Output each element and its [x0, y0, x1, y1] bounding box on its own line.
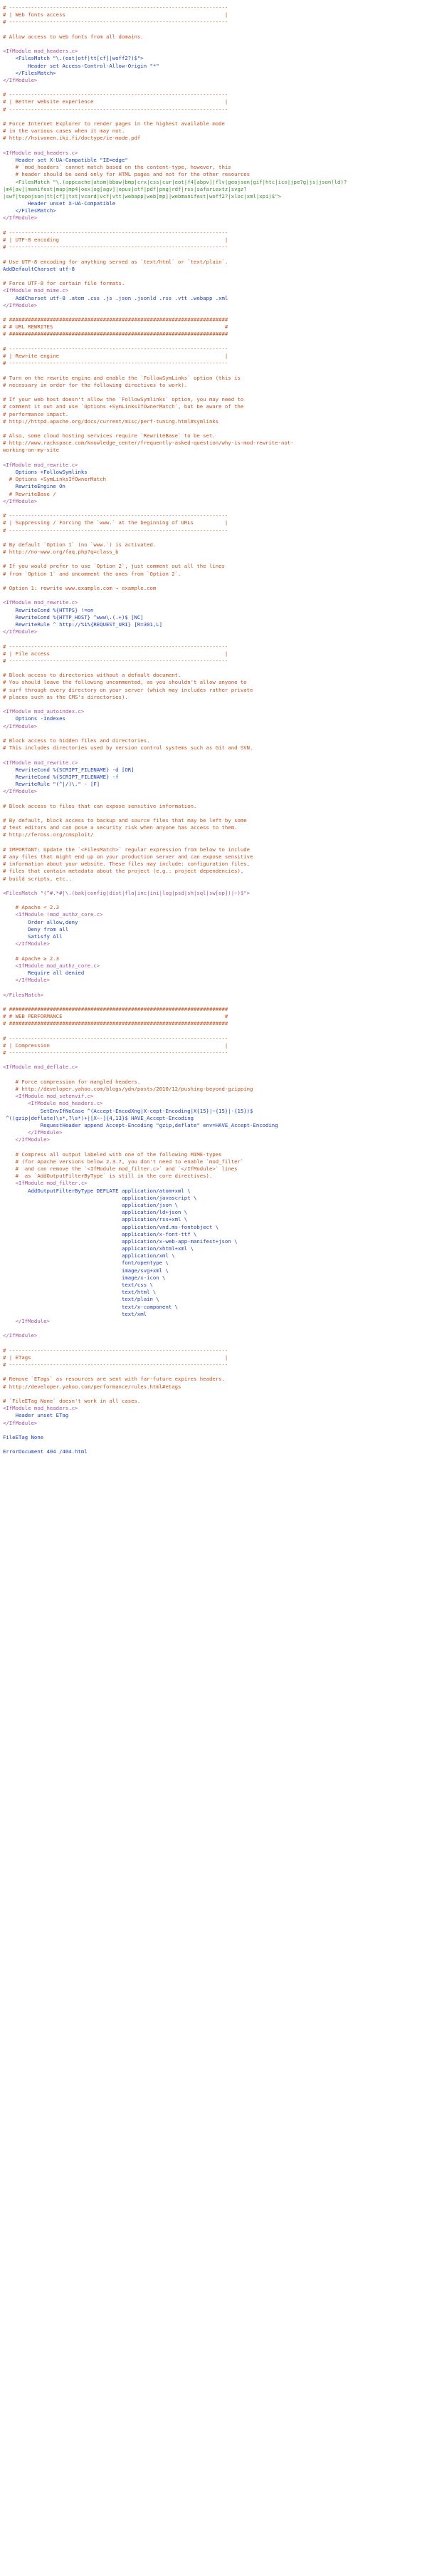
code-line: image/x-icon \: [3, 1274, 166, 1281]
code-line: AddCharset utf-8 .atom .css .js .json .jsonld .rss .vtt .webapp .xml: [3, 294, 228, 301]
code-line: # By default, block access to backup and source files that may be left by some: [3, 817, 247, 824]
code-line: [3, 1441, 424, 1448]
code-line: [3, 26, 424, 33]
code-line: <IfModule mod_headers.c>: [3, 1405, 78, 1412]
code-line: # ######################################################################: [3, 1005, 228, 1012]
code-line: # | Compression |: [3, 1042, 228, 1049]
code-line: [3, 1340, 424, 1347]
code-line: # | Rewrite engine |: [3, 353, 228, 359]
code-line: # and can remove the `<IfModule mod_filter.c>` and `</IfModule>` lines: [3, 1165, 238, 1172]
code-line: [3, 701, 424, 708]
code-line: application/json \: [3, 1201, 179, 1208]
code-line: # necessary in order for the following directives to work).: [3, 381, 188, 388]
code-line: # # WEB PERFORMANCE #: [3, 1013, 228, 1020]
code-line: <IfModule mod_filter.c>: [3, 1180, 88, 1187]
code-line: # | Suppressing / Forcing the `www.` at the beginning of URLs |: [3, 519, 228, 526]
code-line: # RewriteBase /: [3, 490, 56, 497]
code-line: [3, 505, 424, 512]
code-line: # Force UTF-8 for certain file formats.: [3, 280, 125, 287]
code-line: [3, 1427, 424, 1434]
code-line: [3, 1391, 424, 1398]
code-line: # # URL REWRITES #: [3, 323, 228, 331]
code-line: <IfModule mod_autoindex.c>: [3, 708, 85, 715]
code-line: [3, 425, 424, 432]
code-line: font/opentype \: [3, 1260, 169, 1267]
code-line: RewriteCond %{HTTPS} !=on: [3, 606, 94, 613]
code-line: # information about your website. These files may include: configuration files,: [3, 861, 251, 868]
code-line: <FilesMatch "\.(eot|otf|tt[cf]|woff2?)$">: [3, 55, 144, 62]
code-line: FileETag None: [3, 1433, 44, 1440]
code-line: </IfModule>: [3, 628, 38, 635]
code-line: [3, 309, 424, 316]
code-line: [3, 795, 424, 802]
code-line: text/x-component \: [3, 1303, 179, 1310]
code-line: [3, 947, 424, 955]
code-line: RewriteRule ^ http://%1%{REQUEST_URI} [R=301,L]: [3, 620, 163, 628]
code-line: AddDefaultCharset utf-8: [3, 265, 75, 272]
code-line: # By default `Option 1` (no `www.`) is activated.: [3, 541, 157, 548]
code-line: [3, 338, 424, 346]
code-line: [3, 556, 424, 563]
code-line: [3, 84, 424, 91]
code-line: # performance impact.: [3, 410, 69, 417]
code-line: <IfModule mod_mime.c>: [3, 287, 69, 294]
code-line: [3, 635, 424, 643]
code-line: [3, 752, 424, 759]
code-line: working-on-my-site: [3, 447, 60, 454]
code-line: # This includes directories used by version control systems such as Git and SVN.: [3, 744, 253, 752]
code-line: [3, 839, 424, 846]
code-line: # | Web fonts access |: [3, 11, 228, 19]
code-line: # Block access to directories without a default document.: [3, 672, 181, 679]
code-line: RewriteCond %{SCRIPT_FILENAME} -d [OR]: [3, 766, 135, 773]
code-line: # any files that might end up on your production server and can expose sensitive: [3, 853, 253, 860]
code-line: <IfModule !mod_authz_core.c>: [3, 911, 103, 918]
code-line: # ----------------------------------------------------------------------: [3, 512, 228, 519]
code-line: </FilesMatch>: [3, 207, 56, 214]
code-line: image/svg+xml \: [3, 1267, 169, 1274]
code-line: # Force Internet Explorer to render pages in the highest available mode: [3, 120, 225, 127]
code-line: # ----------------------------------------------------------------------: [3, 1361, 228, 1368]
code-line: [3, 578, 424, 585]
code-line: text/xml: [3, 1310, 147, 1317]
code-line: # ----------------------------------------------------------------------: [3, 19, 228, 26]
code-line: # build scripts, etc..: [3, 875, 72, 882]
code-line: </IfModule>: [3, 1129, 63, 1136]
code-line: # from `Option 1` and uncomment the ones from `Option 2`.: [3, 570, 181, 577]
code-line: # | File access |: [3, 650, 228, 657]
code-line: # http://httpd.apache.org/docs/current/misc/perf-tuning.html#symlinks: [3, 417, 219, 425]
code-line: # http://feross.org/cmsploit/: [3, 831, 94, 838]
code-line: # http://www.rackspace.com/knowledge_center/frequently-asked-question/why-is-mod-rewrite-not-: [3, 440, 294, 447]
code-line: SetEnvIfNoCase ^(Accept-EncodXng|X-cept-Encoding|X{15}|~{15}|-{15})$: [3, 1107, 253, 1114]
code-line: </IfModule>: [3, 1419, 38, 1426]
code-line: # Apache < 2.3: [3, 904, 60, 911]
code-line: RequestHeader append Accept-Encoding "gzip,deflate" env=HAVE_Accept-Encoding: [3, 1121, 278, 1128]
code-line: [3, 1368, 424, 1376]
code-line: # Use UTF-8 encoding for anything served as `text/html` or `text/plain`.: [3, 258, 228, 265]
code-line: [3, 534, 424, 541]
code-line: <IfModule mod_rewrite.c>: [3, 599, 78, 606]
code-line: # Block access to hidden files and directories.: [3, 737, 150, 744]
code-line: # Remove `ETags` as resources are sent with far-future expires headers.: [3, 1376, 225, 1383]
code-line: # ----------------------------------------------------------------------: [3, 229, 228, 236]
code-line: # Turn on the rewrite engine and enable the `FollowSymLinks` option (this is: [3, 374, 241, 381]
code-line: [3, 142, 424, 150]
code-line: # IMPORTANT: Update the `<FilesMatch>` regular expression from below to include: [3, 846, 251, 853]
code-line: RewriteCond %{SCRIPT_FILENAME} -f: [3, 773, 119, 780]
code-line: text/plain \: [3, 1296, 159, 1303]
code-line: AddOutputFilterByType DEFLATE application/atom+xml \: [3, 1187, 191, 1194]
code-line: # ----------------------------------------------------------------------: [3, 1049, 228, 1056]
code-line: ^((gzip|deflate)\s*,?\s*)+|[X~-]{4,13}$ HAVE_Accept-Encoding: [3, 1114, 194, 1121]
code-line: # ----------------------------------------------------------------------: [3, 4, 228, 11]
code-line: # Block access to files that can expose sensitive information.: [3, 802, 197, 809]
code-line: <IfModule mod_headers.c>: [3, 48, 78, 55]
code-line: # Options +SymLinksIfOwnerMatch: [3, 476, 106, 483]
code-line: </IfModule>: [3, 214, 38, 222]
code-line: </IfModule>: [3, 497, 38, 504]
code-line: ErrorDocument 404 /404.html: [3, 1448, 88, 1455]
code-line: # You should leave the following uncommented, as you shouldn't allow anyone to: [3, 679, 247, 686]
code-line: <IfModule mod_headers.c>: [3, 149, 78, 156]
code-line: [3, 897, 424, 904]
code-line: <FilesMatch "(^#.*#|\.(bak|config|dist|fla|inc|ini|log|psd|sh|sql|sw[op])|~)$">: [3, 889, 251, 896]
code-line: [3, 1056, 424, 1064]
code-line: # as `AddOutputFilterByType` is still in the core directives).: [3, 1173, 213, 1180]
code-line: # (for Apache versions below 2.3.7, you don't need to enable `mod_filter`: [3, 1158, 244, 1165]
code-line: Options -Indexes: [3, 715, 65, 722]
code-line: Header set X-UA-Compatible "IE=edge": [3, 156, 128, 163]
code-line: </IfModule>: [3, 1136, 50, 1143]
code-line: # `FileETag None` doesn't work in all cases.: [3, 1398, 141, 1404]
code-line: # ----------------------------------------------------------------------: [3, 360, 228, 367]
code-line: # ######################################################################: [3, 316, 228, 323]
code-line: application/xhtml+xml \: [3, 1245, 194, 1252]
code-line: # Apache ≥ 2.3: [3, 955, 60, 962]
code-line: # ######################################################################: [3, 331, 228, 338]
code-line: <IfModule mod_rewrite.c>: [3, 461, 78, 468]
code-line: # ----------------------------------------------------------------------: [3, 345, 228, 352]
code-line: </IfModule>: [3, 722, 38, 729]
code-line: [3, 810, 424, 817]
code-line: Options +FollowSymlinks: [3, 469, 88, 475]
code-line: # | Better website experience |: [3, 98, 228, 105]
code-line: # files that contain metadata about the project (e.g.: project dependencies),: [3, 868, 244, 875]
code-line: # `mod_headers` cannot match based on the content-type, however, this: [3, 164, 231, 171]
code-line: [3, 999, 424, 1006]
code-line: # http://hsivonen.iki.fi/doctype/ie-mode.pdf: [3, 135, 141, 142]
code-line: # ----------------------------------------------------------------------: [3, 1034, 228, 1042]
code-line: # Compress all output labeled with one of the following MIME-types: [3, 1151, 222, 1158]
code-line: # | UTF-8 encoding |: [3, 237, 228, 243]
code-line: # | ETags |: [3, 1354, 228, 1361]
code-line: # places such as the CMS's directories).: [3, 693, 128, 700]
code-line: Satisfy All: [3, 933, 63, 940]
code-line: |swf|topojson|tt[cf]|txt|vcard|vcf|vtt|webapp|web[mp]|webmanifest|woff2?|xloc|xml|xpi)$">: [3, 192, 281, 199]
code-line: # Allow access to web fonts from all domains.: [3, 33, 144, 40]
code-line: </FilesMatch>: [3, 991, 44, 998]
code-line: # http://developer.yahoo.com/performance/rules.html#etags: [3, 1383, 181, 1390]
code-line: </IfModule>: [3, 788, 38, 795]
code-line: [3, 389, 424, 396]
code-line: text/css \: [3, 1282, 153, 1288]
code-line: RewriteRule "(^|/)\." - [F]: [3, 781, 100, 788]
code-line: application/rss+xml \: [3, 1216, 188, 1223]
code-line: application/xml \: [3, 1252, 175, 1260]
code-line: # ----------------------------------------------------------------------: [3, 91, 228, 98]
code-line: </IfModule>: [3, 1317, 50, 1324]
code-line: [3, 113, 424, 120]
code-line: <IfModule mod_rewrite.c>: [3, 759, 78, 766]
code-line: # http://no-www.org/faq.php?q=class_b: [3, 549, 119, 556]
code-line: # If you would prefer to use `Option 2`, just comment out all the lines: [3, 563, 225, 570]
code-line: # in the various cases when it may not.: [3, 128, 125, 135]
code-line: Header unset X-UA-Compatible: [3, 200, 116, 207]
code-line: # ----------------------------------------------------------------------: [3, 643, 228, 650]
code-line: Deny from all: [3, 925, 69, 933]
code-line: # ----------------------------------------------------------------------: [3, 105, 228, 113]
code-line: <IfModule mod_authz_core.c>: [3, 962, 100, 969]
code-line: </FilesMatch>: [3, 69, 56, 76]
code-line: [3, 730, 424, 737]
code-line: application/x-font-ttf \: [3, 1230, 197, 1237]
code-line: [3, 367, 424, 374]
code-line: application/ld+json \: [3, 1209, 188, 1216]
code-line: <IfModule mod_headers.c>: [3, 1100, 103, 1107]
code-line: # text editors and can pose a security risk when anyone has access to them.: [3, 824, 238, 831]
code-line: Header set Access-Control-Allow-Origin "*": [3, 62, 159, 69]
code-line: [3, 1143, 424, 1151]
code-line: </IfModule>: [3, 1332, 38, 1339]
code-line: </IfModule>: [3, 76, 38, 83]
code-line: # header should be send only for HTML pages and not for the other resources: [3, 171, 251, 178]
code-line: # Also, some cloud hosting services require `RewriteBase` to be set.: [3, 432, 216, 440]
code-line: <IfModule mod_setenvif.c>: [3, 1093, 94, 1100]
code-line: # ----------------------------------------------------------------------: [3, 1346, 228, 1354]
code-line: </IfModule>: [3, 301, 38, 308]
code-line: # Option 1: rewrite www.example.com → example.com: [3, 585, 157, 591]
code-line: application/javascript \: [3, 1194, 197, 1201]
code-line: |m4[av]|manifest|map|mp4|oex|og[agv]|opus|otf|pdf|png|rdf|rss|safariextz|svgz?: [3, 185, 247, 192]
code-line: [3, 251, 424, 258]
code-line: # Force compression for mangled headers.: [3, 1078, 141, 1085]
code-line: Require all denied: [3, 969, 85, 976]
code-line: [3, 883, 424, 890]
code-line: application/x-web-app-manifest+json \: [3, 1237, 238, 1245]
code-line: </IfModule>: [3, 940, 50, 947]
code-line: # http://developer.yahoo.com/blogs/ydn/posts/2010/12/pushing-beyond-gzipping: [3, 1085, 253, 1092]
code-line: # surf through every directory on your server (which may includes rather private: [3, 686, 253, 693]
code-line: text/html \: [3, 1289, 157, 1296]
code-line: # ######################################################################: [3, 1020, 228, 1027]
code-line: [3, 984, 424, 991]
code-line: # ----------------------------------------------------------------------: [3, 657, 228, 664]
code-line: <IfModule mod_deflate.c>: [3, 1064, 78, 1071]
code-line: [3, 222, 424, 229]
code-line: application/vnd.ms-fontobject \: [3, 1223, 219, 1230]
code-line: <FilesMatch "\.(appcache|atom|bbaw|bmp|crx|css|cur|eot|f4[abpv]|flv|geojson|gif|htc|ico|jpe?g|js|json(ld)?: [3, 178, 347, 185]
code-line: [3, 1325, 424, 1332]
code-line: # ----------------------------------------------------------------------: [3, 244, 228, 251]
code-line: [3, 1027, 424, 1034]
code-line: [3, 455, 424, 462]
code-line: RewriteEngine On: [3, 483, 65, 490]
code-line: [3, 665, 424, 672]
code-line: # comment it out and use `Options +SymLinksIfOwnerMatch`, but be aware of the: [3, 403, 244, 410]
code-line: Order allow,deny: [3, 918, 78, 925]
code-line: [3, 41, 424, 48]
code-line: # If your web host doesn't allow the `FollowSymlinks` option, you may need to: [3, 396, 244, 403]
code-line: # ----------------------------------------------------------------------: [3, 526, 228, 534]
code-line: [3, 1071, 424, 1079]
code-line: [3, 592, 424, 599]
code-line: </IfModule>: [3, 977, 50, 984]
code-line: [3, 273, 424, 280]
code-line: Header unset ETag: [3, 1412, 69, 1419]
code-line: RewriteCond %{HTTP_HOST} ^www\.(.+)$ [NC]: [3, 613, 144, 620]
